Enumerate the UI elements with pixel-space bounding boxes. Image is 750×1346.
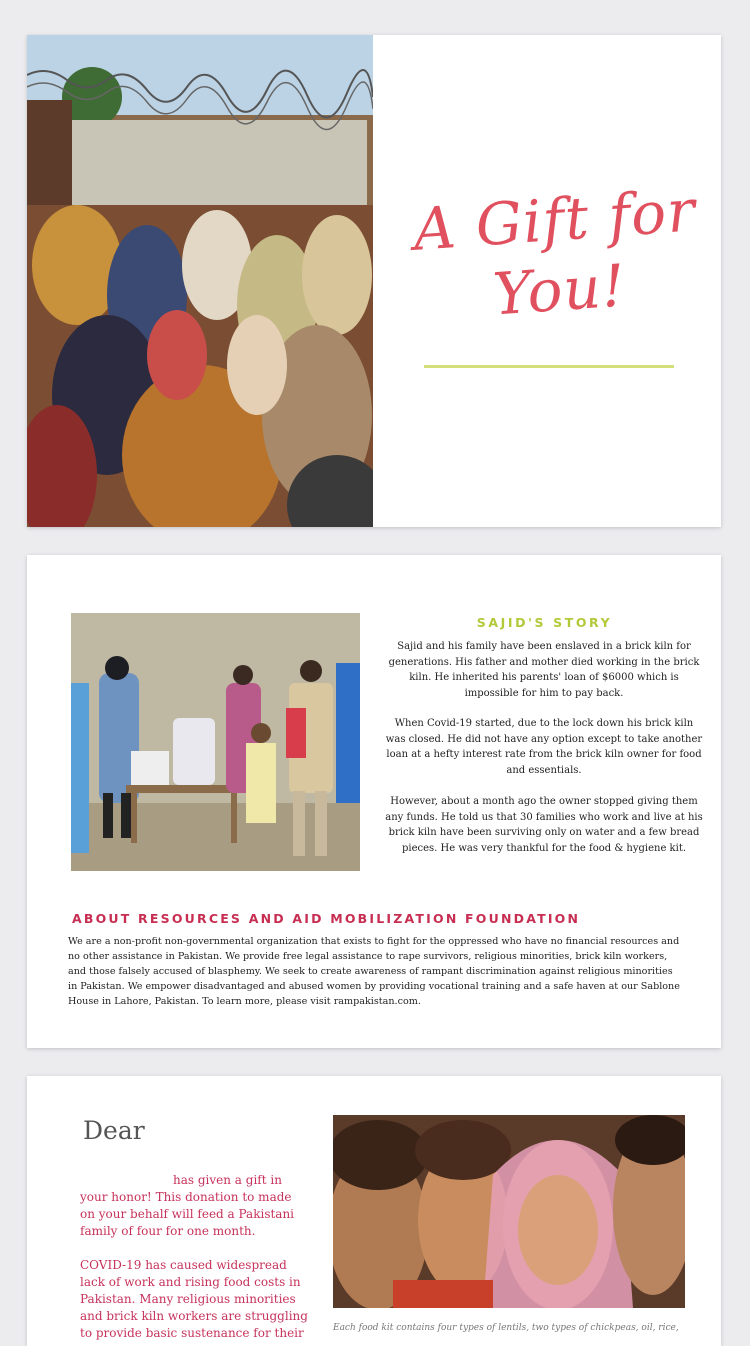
- story-paragraph-1: Sajid and his family have been enslaved in a brick kiln for generations. His father and mother died working in the brick kiln. He inherited his parents' loan of $6000 which is impossible for him to pay back.: [388, 641, 700, 699]
- food-kit-caption: Each food kit contains four types of lentils, two types of chickpeas, oil, rice,: [333, 1323, 679, 1333]
- letter-paragraph-1-text: has given a gift in your honor! This donation to made on your behalf will feed a Pakistani family of four for one month.: [80, 1173, 295, 1238]
- title-underline: [424, 365, 674, 368]
- letter-paragraph-1: [80, 1172, 310, 1240]
- story-paragraph-2: When Covid-19 started, due to the lock down his brick kiln was closed. He did not have any option except to take another loan at a hefty interest rate from the brick kiln owner for food and essentials.: [385, 718, 703, 776]
- gift-cover-card: [27, 35, 721, 527]
- story-card: [27, 555, 721, 1048]
- story-paragraph-3: However, about a month ago the owner stopped giving them any funds. He told us that 30 families who work and live at his brick kiln have been surviving only on water and a few bread pieces. He was very thankful for the food & hygiene kit.: [385, 796, 703, 854]
- letter-paragraph-2: COVID-19 has caused widespread lack of work and rising food costs in Pakistan. Many religious minorities and brick kiln workers are struggling to provide basic sustenance for their: [80, 1258, 308, 1340]
- about-body: We are a non-profit non-governmental organization that exists to fight for the oppressed who have no financial resources and no other assistance in Pakistan. We provide free legal assistance to rape survivors, religious minorities, brick kiln workers, and those falsely accused of blasphemy. We seek to create awareness of rampant discrimination against religious minorities in Pakistan. We empower disadvantaged and abused women by providing vocational training and a safe haven at our Sablone House in Lahore, Pakistan. To learn more, please visit rampakistan.com.: [68, 936, 680, 1007]
- about-heading: ABOUT RESOURCES AND AID MOBILIZATION FOUNDATION: [72, 911, 581, 926]
- gift-title: A Gift for You!: [411, 176, 698, 329]
- letter-card: [27, 1076, 721, 1346]
- women-crowd-photo: [27, 35, 373, 527]
- story-heading: SAJID'S STORY: [476, 615, 613, 630]
- children-photo: [333, 1115, 685, 1308]
- brick-kiln-family-photo: [71, 613, 360, 871]
- salutation: Dear: [83, 1116, 145, 1145]
